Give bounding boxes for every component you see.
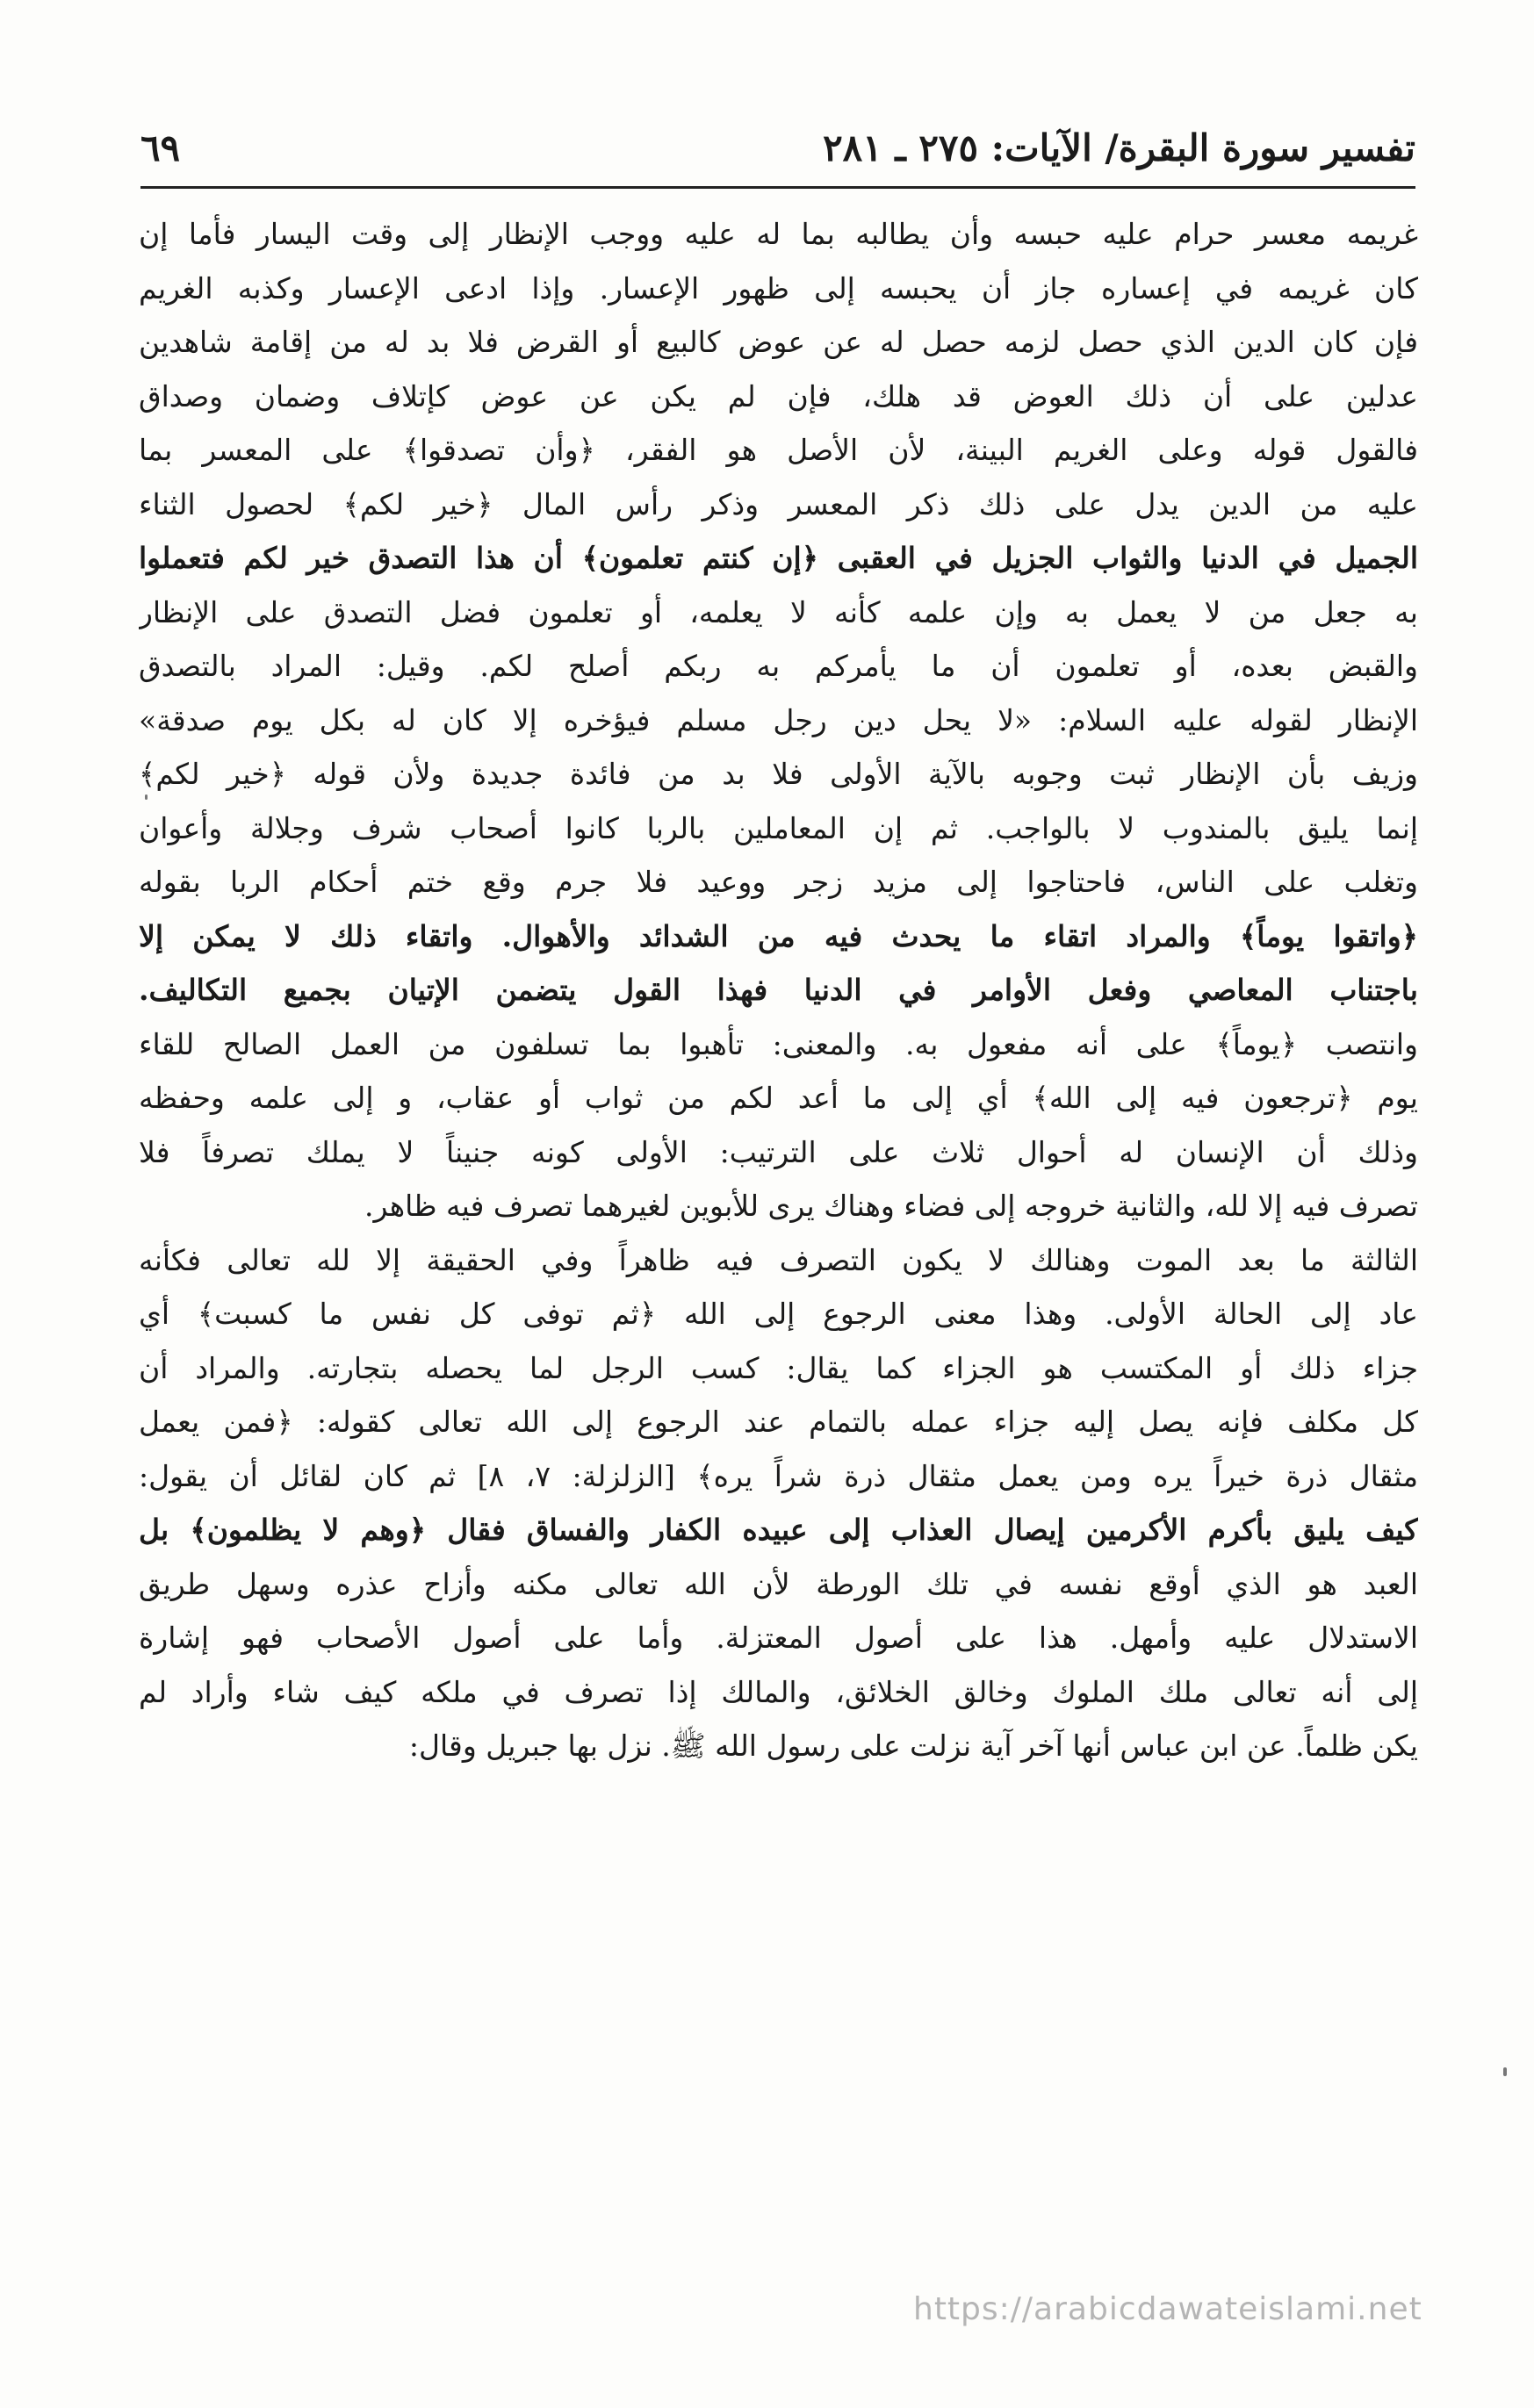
text-line: إلى أنه تعالى ملك الملوك وخالق الخلائق، والمالك إذا تصرف في ملكه كيف شاء وأراد لم	[139, 1674, 1418, 1709]
page-number: ٦٩	[140, 126, 181, 169]
text-line: عليه من الدين يدل على ذلك ذكر المعسر وذكر رأس المال ﴿خير لكم﴾ لحصول الثناء	[139, 486, 1418, 521]
text-line: وانتصب ﴿يوماً﴾ على أنه مفعول به. والمعنى: تأهبوا بما تسلفون من العمل الصالح للقاء	[139, 1026, 1418, 1061]
running-title: تفسير سورة البقرة/ الآيات: ٢٧٥ ـ ٢٨١	[823, 126, 1415, 169]
text-line: يوم ﴿ترجعون فيه إلى الله﴾ أي إلى ما أعد لكم من ثواب أو عقاب، و إلى علمه وحفظه	[139, 1081, 1418, 1115]
text-line: مثقال ذرة خيراً يره ومن يعمل مثقال ذرة شراً يره﴾ [الزلزلة: ٧، ٨] ثم كان لقائل أن يقول:	[139, 1458, 1418, 1493]
text-line: إنما يليق بالمندوب لا بالواجب. ثم إن المعاملين بالربا كانوا أصحاب شرف وجلالة وأعوان	[139, 810, 1418, 845]
text-line: كان غريمه في إعساره جاز أن يحبسه إلى ظهور الإعسار. وإذا ادعى الإعسار وكذبه الغريم	[139, 270, 1418, 305]
text-line: فالقول قوله وعلى الغريم البينة، لأن الأصل هو الفقر، ﴿وأن تصدقوا﴾ على المعسر بما	[139, 433, 1418, 467]
text-line: الإنظار لقوله عليه السلام: «لا يحل دين رجل مسلم فيؤخره إلا كان له بكل يوم صدقة»	[139, 702, 1418, 737]
text-line: يكن ظلماً. عن ابن عباس أنها آخر آية نزلت على رسول الله ﷺ. نزل بها جبريل وقال:	[408, 1729, 1418, 1763]
text-line: ﴿واتقوا يوماً﴾ والمراد اتقاء ما يحدث فيه من الشدائد والأهوال. واتقاء ذلك لا يمكن إلا	[139, 918, 1418, 953]
scan-speck	[1503, 2067, 1507, 2076]
text-line: وذلك أن الإنسان له أحوال ثلاث على الترتيب: الأولى كونه جنيناً لا يملك تصرفاً فلا	[139, 1134, 1418, 1169]
text-line: العبد هو الذي أوقع نفسه في تلك الورطة لأن الله تعالى مكنه وأزاح عذره وسهل طريق	[139, 1566, 1418, 1601]
text-line: باجتناب المعاصي وفعل الأوامر في الدنيا فهذا القول يتضمن الإتيان بجميع التكاليف.	[139, 973, 1418, 1007]
text-line: الثالثة ما بعد الموت وهنالك لا يكون التصرف فيه ظاهراً وفي الحقيقة إلا لله تعالى فكأنه	[139, 1242, 1418, 1277]
text-line: وزيف بأن الإنظار ثبت وجوبه بالآية الأولى فلا بد من فائدة جديدة ولأن قوله ﴿خير لكم﴾	[139, 757, 1418, 791]
text-line: جزاء ذلك أو المكتسب هو الجزاء كما يقال: كسب الرجل لما يحصله بتجارته. والمراد أن	[139, 1350, 1418, 1385]
watermark-url: https://arabicdawateislami.net	[913, 2291, 1422, 2327]
body-text	[139, 207, 1418, 1773]
text-line: كيف يليق بأكرم الأكرمين إيصال العذاب إلى عبيده الكفار والفساق فقال ﴿وهم لا يظلمون﴾ بل	[139, 1513, 1418, 1547]
text-line: والقبض بعده، أو تعلمون أن ما يأمركم به ربكم أصلح لكم. وقيل: المراد بالتصدق	[139, 649, 1418, 683]
text-line: به جعل من لا يعمل به وإن علمه كأنه لا يعلمه، أو تعلمون فضل التصدق على الإنظار	[139, 594, 1418, 629]
text-line: عاد إلى الحالة الأولى. وهذا معنى الرجوع إلى الله ﴿ثم توفى كل نفس ما كسبت﴾ أي	[139, 1297, 1418, 1331]
page-header	[140, 121, 1415, 184]
text-line: كل مكلف فإنه يصل إليه جزاء عمله بالتمام عند الرجوع إلى الله تعالى كقوله: ﴿فمن يعمل	[139, 1405, 1418, 1439]
text-line: الجميل في الدنيا والثواب الجزيل في العقبى ﴿إن كنتم تعلمون﴾ أن هذا التصدق خير لكم فتعملوا	[139, 541, 1418, 575]
text-line: الاستدلال عليه وأمهل. هذا على أصول المعتزلة. وأما على أصول الأصحاب فهو إشارة	[139, 1621, 1418, 1655]
text-line: تصرف فيه إلا لله، والثانية خروجه إلى فضاء وهناك يرى للأبوين لغيرهما تصرف فيه ظاهر.	[364, 1189, 1418, 1223]
text-line: عدلين على أن ذلك العوض قد هلك، فإن لم يكن عن عوض كإتلاف وضمان وصداق	[139, 378, 1418, 413]
text-line: فإن كان الدين الذي حصل لزمه حصل له عن عوض كالبيع أو القرض فلا بد له من إقامة شاهدين	[139, 325, 1418, 359]
text-line: غريمه معسر حرام عليه حبسه وأن يطالبه بما له عليه ووجب الإنظار إلى وقت اليسار فأما إن	[139, 217, 1418, 251]
text-line: وتغلب على الناس، فاحتاجوا إلى مزيد زجر ووعيد فلا جرم وقع ختم أحكام الربا بقوله	[139, 865, 1418, 899]
header-rule	[140, 186, 1415, 189]
scan-speck	[145, 794, 148, 800]
